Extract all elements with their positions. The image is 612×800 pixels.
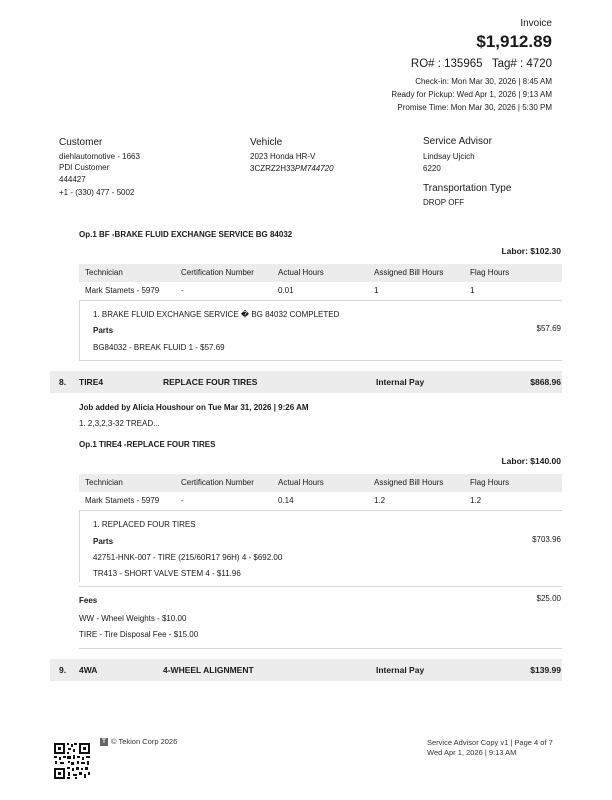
op-bf-title: Op.1 BF -BRAKE FLUID EXCHANGE SERVICE BG 84032	[79, 230, 293, 239]
footer-page-info: Service Advisor Copy v1 | Page 4 of 7	[427, 738, 553, 747]
job-8-note: 1. 2,3,2,3-32 TREAD...	[79, 419, 160, 428]
job-9-amount: $139.99	[530, 665, 561, 675]
section-divider	[79, 648, 562, 649]
ro-tag-number: RO# : 135965 Tag# : 4720	[410, 58, 552, 70]
row-divider	[79, 300, 562, 301]
job-8-description: REPLACE FOUR TIRES	[163, 377, 258, 387]
job-8-part-1: 42751-HNK-007 - TIRE (215/60R17 96H) 4 - $692.00	[93, 553, 283, 562]
cell-certification: -	[181, 286, 184, 295]
op-bf-parts-label: Parts	[93, 326, 114, 335]
footer-printed-date: Wed Apr 1, 2026 | 9:13 AM	[427, 748, 517, 757]
table-row	[79, 282, 562, 300]
col-actual-hours: Actual Hours	[278, 478, 324, 487]
job-8-fee-1: WW - Wheel Weights - $10.00	[79, 614, 187, 623]
cell-assigned-bill-hours: 1	[374, 286, 379, 295]
job-8-pay-type: Internal Pay	[376, 377, 425, 387]
job-8-work-note: 1. REPLACED FOUR TIRES	[93, 520, 196, 529]
transport-value: DROP OFF	[423, 198, 465, 207]
vin-suffix: PM744720	[294, 164, 334, 173]
customer-phone: +1 - (330) 477 - 5002	[59, 188, 135, 197]
ready-for-pickup: Ready for Pickup: Wed Apr 1, 2026 | 9:13 AM	[391, 90, 552, 99]
col-flag-hours: Flag Hours	[470, 478, 510, 487]
tekion-logo-icon: T	[100, 738, 108, 746]
promise-time: Promise Time: Mon Mar 30, 2026 | 5:30 PM	[397, 103, 552, 112]
job-8-fee-2: TIRE - Tire Disposal Fee - $15.00	[79, 630, 199, 639]
job-9-pay-type: Internal Pay	[376, 665, 425, 675]
cell-technician: Mark Stamets - 5979	[85, 286, 160, 295]
col-certification: Certification Number	[181, 268, 254, 277]
col-assigned-bill-hours: Assigned Bill Hours	[374, 268, 444, 277]
transport-label: Transportation Type	[423, 183, 512, 194]
job-8-number: 8.	[59, 377, 67, 387]
document-title: Invoice	[520, 18, 552, 29]
table-row	[79, 492, 562, 510]
section-border	[79, 300, 80, 360]
tech-table-header	[79, 474, 562, 492]
customer-name: PDI Customer	[59, 163, 110, 172]
col-technician: Technician	[85, 268, 123, 277]
vehicle-model: 2023 Honda HR-V	[250, 152, 316, 161]
checkin-time: Check-in: Mon Mar 30, 2026 | 8:45 AM	[415, 77, 552, 86]
cell-actual-hours: 0.01	[278, 286, 294, 295]
footer-copyright: © Tekion Corp 2026	[111, 737, 178, 746]
vehicle-label: Vehicle	[250, 137, 283, 148]
job-8-parts-label: Parts	[93, 537, 114, 546]
job-8-amount: $868.96	[530, 377, 561, 387]
cell-certification: -	[181, 496, 184, 505]
cell-actual-hours: 0.14	[278, 496, 294, 505]
advisor-label: Service Advisor	[423, 136, 492, 147]
job-8-op-title: Op.1 TIRE4 -REPLACE FOUR TIRES	[79, 440, 216, 449]
advisor-id: 6220	[423, 164, 441, 173]
op-bf-parts-total: $57.69	[536, 324, 561, 333]
customer-number: 444427	[59, 175, 86, 184]
job-8-labor: Labor: $140.00	[501, 456, 561, 466]
customer-label: Customer	[59, 137, 103, 148]
cell-technician: Mark Stamets - 5979	[85, 496, 160, 505]
col-actual-hours: Actual Hours	[278, 268, 324, 277]
job-8-header	[50, 371, 562, 393]
invoice-total: $1,912.89	[476, 32, 552, 51]
job-9-number: 9.	[59, 665, 67, 675]
job-8-fees-total: $25.00	[536, 594, 561, 603]
job-9-description: 4-WHEEL ALIGNMENT	[163, 665, 254, 675]
cell-flag-hours: 1	[470, 286, 475, 295]
op-bf-part-1: BG84032 - BREAK FLUID 1 - $57.69	[93, 343, 225, 352]
advisor-name: Lindsay Ujcich	[423, 152, 475, 161]
job-8-parts-total: $703.96	[532, 535, 561, 544]
row-divider	[79, 510, 562, 511]
op-bf-labor: Labor: $102.30	[501, 246, 561, 256]
vin-prefix: 3CZRZ2H33	[250, 164, 295, 173]
customer-dealer: diehlautomotive - 1663	[59, 152, 140, 161]
section-border	[79, 510, 80, 582]
job-8-fees-label: Fees	[79, 596, 98, 605]
col-assigned-bill-hours: Assigned Bill Hours	[374, 478, 444, 487]
vehicle-vin	[250, 164, 334, 173]
col-technician: Technician	[85, 478, 123, 487]
job-8-code: TIRE4	[79, 377, 104, 387]
section-divider	[79, 586, 562, 587]
col-certification: Certification Number	[181, 478, 254, 487]
job-8-part-2: TR413 - SHORT VALVE STEM 4 - $11.96	[93, 569, 241, 578]
job-9-header	[50, 659, 562, 681]
job-8-added-by: Job added by Alicia Houshour on Tue Mar 31, 2026 | 9:26 AM	[79, 403, 309, 412]
job-9-code: 4WA	[79, 665, 98, 675]
col-flag-hours: Flag Hours	[470, 268, 510, 277]
op-bf-note: 1. BRAKE FLUID EXCHANGE SERVICE � BG 84032 COMPLETED	[93, 310, 340, 319]
cell-flag-hours: 1.2	[470, 496, 482, 505]
tech-table-header	[79, 264, 562, 282]
cell-assigned-bill-hours: 1.2	[374, 496, 386, 505]
section-divider	[79, 360, 562, 361]
qr-code	[53, 742, 91, 780]
